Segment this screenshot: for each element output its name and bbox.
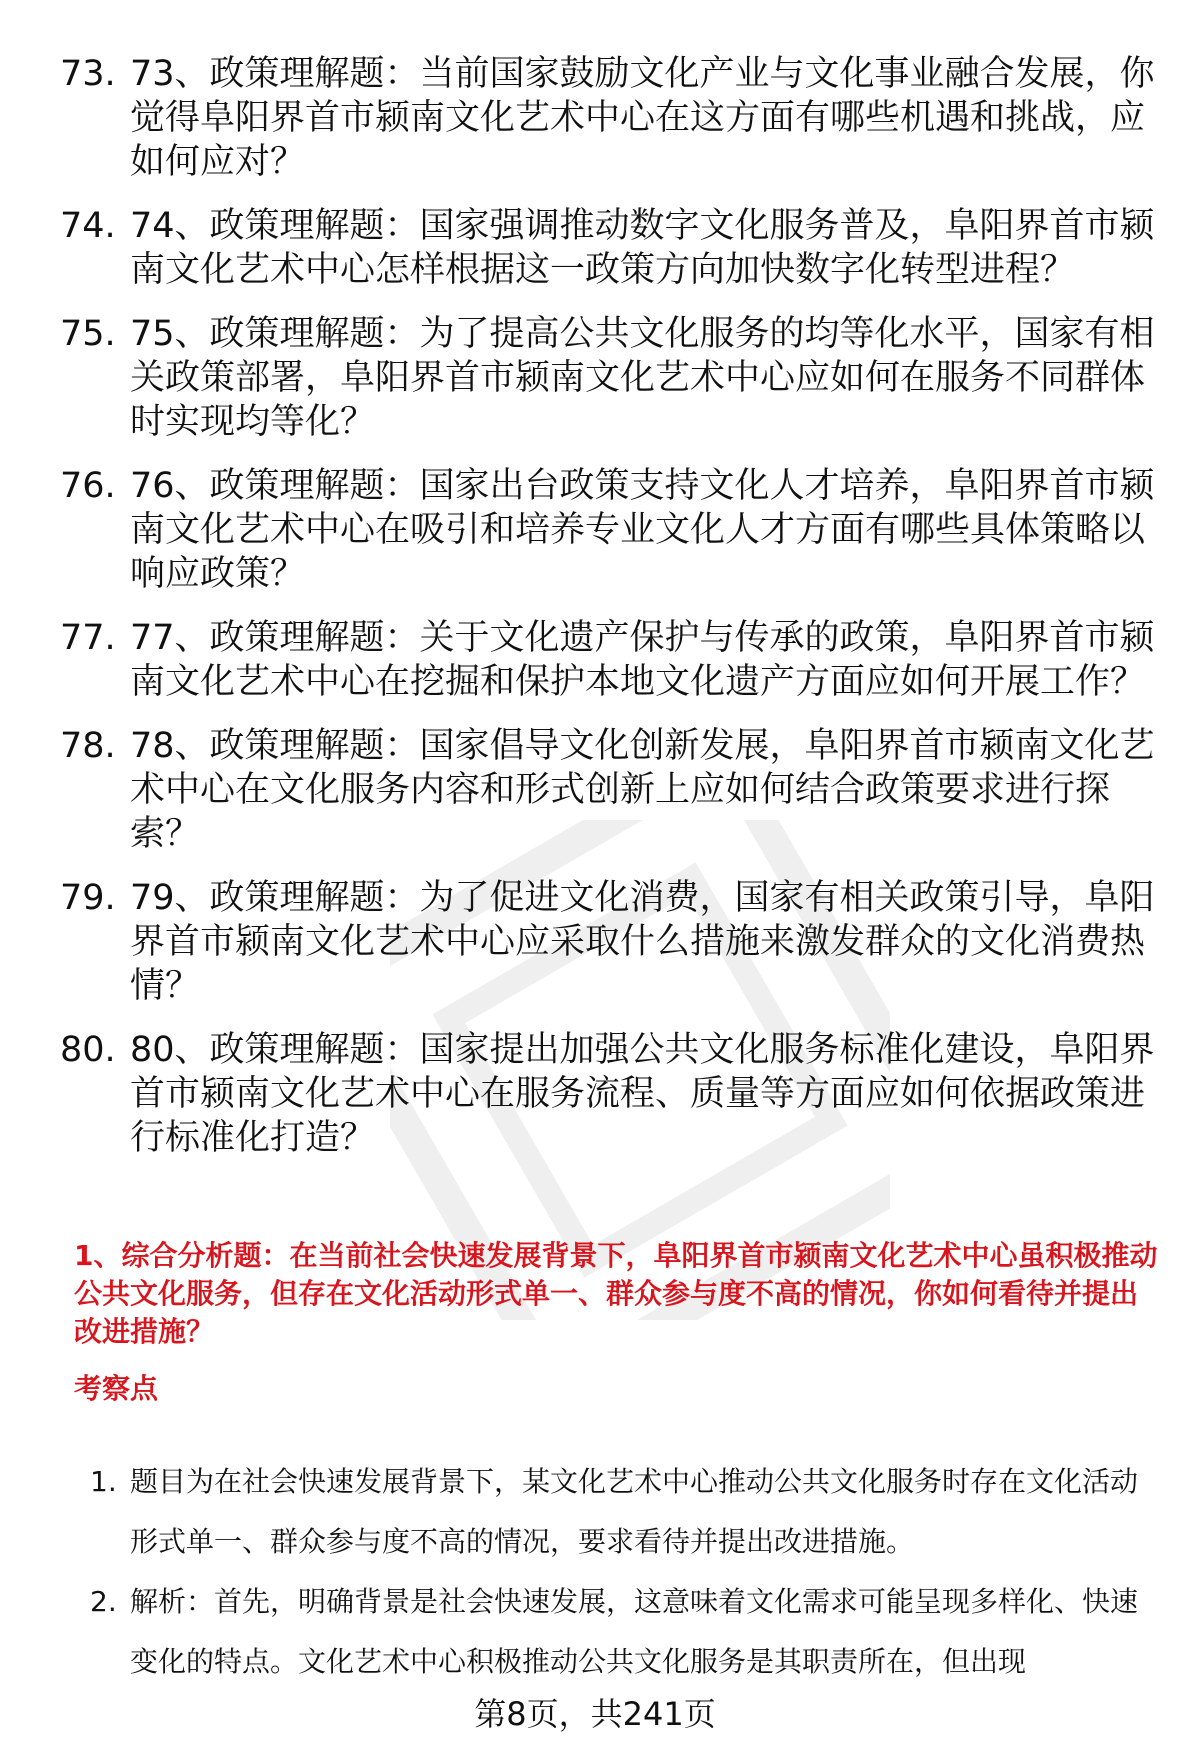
question-text: 74、政策理解题：国家强调推动数字文化服务普及，阜阳界首市颍南文化艺术中心怎样根据这一政策方向加快数字化转型进程？ xyxy=(130,206,1155,290)
question-text: 73、政策理解题：当前国家鼓励文化产业与文化事业融合发展，你觉得阜阳界首市颍南文化艺术中心在这方面有哪些机遇和挑战，应如何应对？ xyxy=(130,54,1155,182)
list-item xyxy=(90,1452,1160,1572)
section-title: 考察点 xyxy=(74,1372,159,1405)
comprehensive-question: 1、综合分析题：在当前社会快速发展背景下，阜阳界首市颍南文化艺术中心虽积极推动公共文化服务，但存在文化活动形式单一、群众参与度不高的情况，你如何看待并提出改进措施？ xyxy=(74,1239,1158,1348)
question-text: 78、政策理解题：国家倡导文化创新发展，阜阳界首市颍南文化艺术中心在文化服务内容和形式创新上应如何结合政策要求进行探索？ xyxy=(130,726,1155,854)
question-number: 78. xyxy=(60,726,116,766)
question-text: 75、政策理解题：为了提高公共文化服务的均等化水平，国家有相关政策部署，阜阳界首市颍南文化艺术中心应如何在服务不同群体时实现均等化？ xyxy=(130,314,1155,442)
list-item xyxy=(60,724,1156,856)
question-list xyxy=(60,52,1156,1180)
question-number: 76. xyxy=(60,466,116,506)
page-footer: 第8页，共241页 xyxy=(474,1695,716,1733)
question-number: 73. xyxy=(60,54,116,94)
point-text: 题目为在社会快速发展背景下，某文化艺术中心推动公共文化服务时存在文化活动形式单一、群众参与度不高的情况，要求看待并提出改进措施。 xyxy=(130,1465,1139,1558)
point-text: 解析：首先，明确背景是社会快速发展，这意味着文化需求可能呈现多样化、快速变化的特点。文化艺术中心积极推动公共文化服务是其职责所在，但出现 xyxy=(130,1585,1139,1678)
question-number: 79. xyxy=(60,878,116,918)
question-text: 80、政策理解题：国家提出加强公共文化服务标准化建设，阜阳界首市颍南文化艺术中心在服务流程、质量等方面应如何依据政策进行标准化打造？ xyxy=(130,1030,1155,1158)
question-number: 74. xyxy=(60,206,116,246)
question-number: 75. xyxy=(60,314,116,354)
list-item xyxy=(90,1572,1160,1692)
list-item xyxy=(60,1028,1156,1160)
list-item xyxy=(60,312,1156,444)
list-item xyxy=(60,464,1156,596)
list-item xyxy=(60,616,1156,704)
list-item xyxy=(60,876,1156,1008)
question-number: 77. xyxy=(60,618,116,658)
question-text: 79、政策理解题：为了促进文化消费，国家有相关政策引导，阜阳界首市颍南文化艺术中心应采取什么措施来激发群众的文化消费热情？ xyxy=(130,878,1155,1006)
list-item xyxy=(60,52,1156,184)
point-number: 2. xyxy=(90,1585,117,1618)
question-number: 80. xyxy=(60,1030,116,1070)
question-text: 77、政策理解题：关于文化遗产保护与传承的政策，阜阳界首市颍南文化艺术中心在挖掘和保护本地文化遗产方面应如何开展工作？ xyxy=(130,618,1155,702)
question-text: 76、政策理解题：国家出台政策支持文化人才培养，阜阳界首市颍南文化艺术中心在吸引和培养专业文化人才方面有哪些具体策略以响应政策？ xyxy=(130,466,1155,594)
analysis-points xyxy=(90,1452,1160,1692)
list-item xyxy=(60,204,1156,292)
point-number: 1. xyxy=(90,1465,117,1498)
